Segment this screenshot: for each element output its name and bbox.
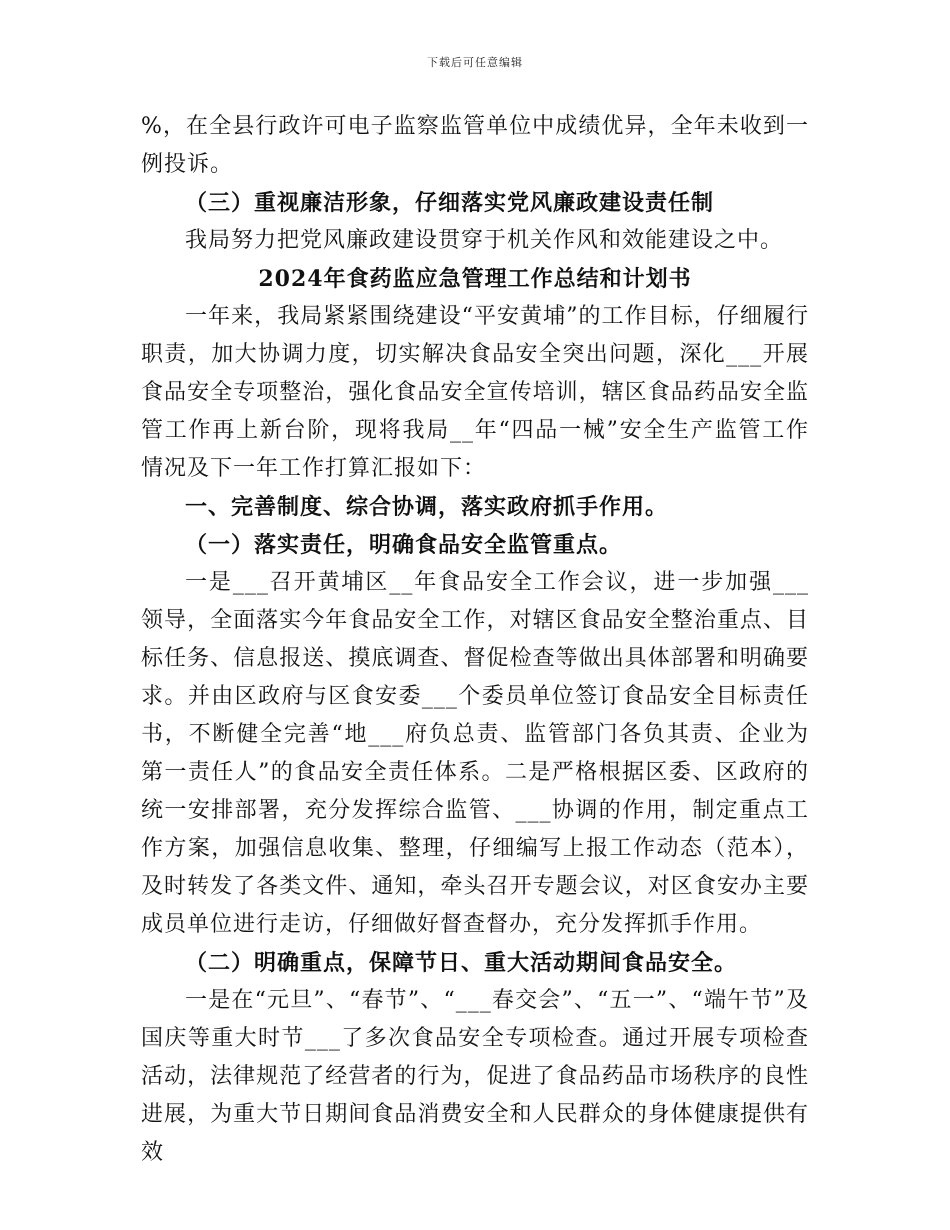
paragraph-continuation: %，在全县行政许可电子监察监管单位中成绩优异，全年未收到一例投诉。 [141, 114, 809, 177]
document-title: 2024年食药监应急管理工作总结和计划书 [258, 266, 692, 292]
section-heading-one: 一、完善制度、综合协调，落实政府抓手作用。 [185, 494, 669, 520]
header-note: 下载后可任意编辑 [427, 56, 523, 69]
subheading-one: （一）落实责任，明确食品安全监管重点。 [185, 532, 623, 558]
paragraph-party-conduct: 我局努力把党风廉政建设贯穿于机关作风和效能建设之中。 [185, 228, 784, 253]
subheading-two: （二）明确重点，保障节日、重大活动期间食品安全。 [185, 950, 738, 976]
paragraph-intro: 一年来，我局紧紧围绕建设“平安黄埔”的工作目标，仔细履行职责，加大协调力度，切实解决食品安全突出问题，深化___开展食品安全专项整治，强化食品安全宣传培训，辖区食品药品安全监管工作再上新台阶，现将我局__年“四品一械”安全生产监管工作情况及下一年工作打算汇报如下： [141, 304, 809, 481]
paragraph-holidays: 一是在“元旦”、“春节”、“___春交会”、“五一”、“端午节”及国庆等重大时节___了多次食品安全专项检查。通过开展专项检查活动，法律规范了经营者的行为，促进了食品药品市场秩序的良性进展，为重大节日期间食品消费安全和人民群众的身体健康提供有效 [141, 988, 809, 1165]
heading-three: （三）重视廉洁形象，仔细落实党风廉政建设责任制 [185, 190, 715, 216]
document-body [141, 108, 809, 1172]
paragraph-responsibility: 一是___召开黄埔区__年食品安全工作会议，进一步加强___领导，全面落实今年食品安全工作，对辖区食品安全整治重点、目标任务、信息报送、摸底调查、督促检查等做出具体部署和明确要求。并由区政府与区食安委___个委员单位签订食品安全目标责任书，不断健全完善“地___府负总责、监管部门各负其责、企业为第一责任人”的食品安全责任体系。二是严格根据区委、区政府的统一安排部署，充分发挥综合监管、___协调的作用，制定重点工作方案，加强信息收集、整理，仔细编写上报工作动态（范本），及时转发了各类文件、通知，牵头召开专题会议，对区食安办主要成员单位进行走访，仔细做好督查督办，充分发挥抓手作用。 [141, 570, 809, 937]
